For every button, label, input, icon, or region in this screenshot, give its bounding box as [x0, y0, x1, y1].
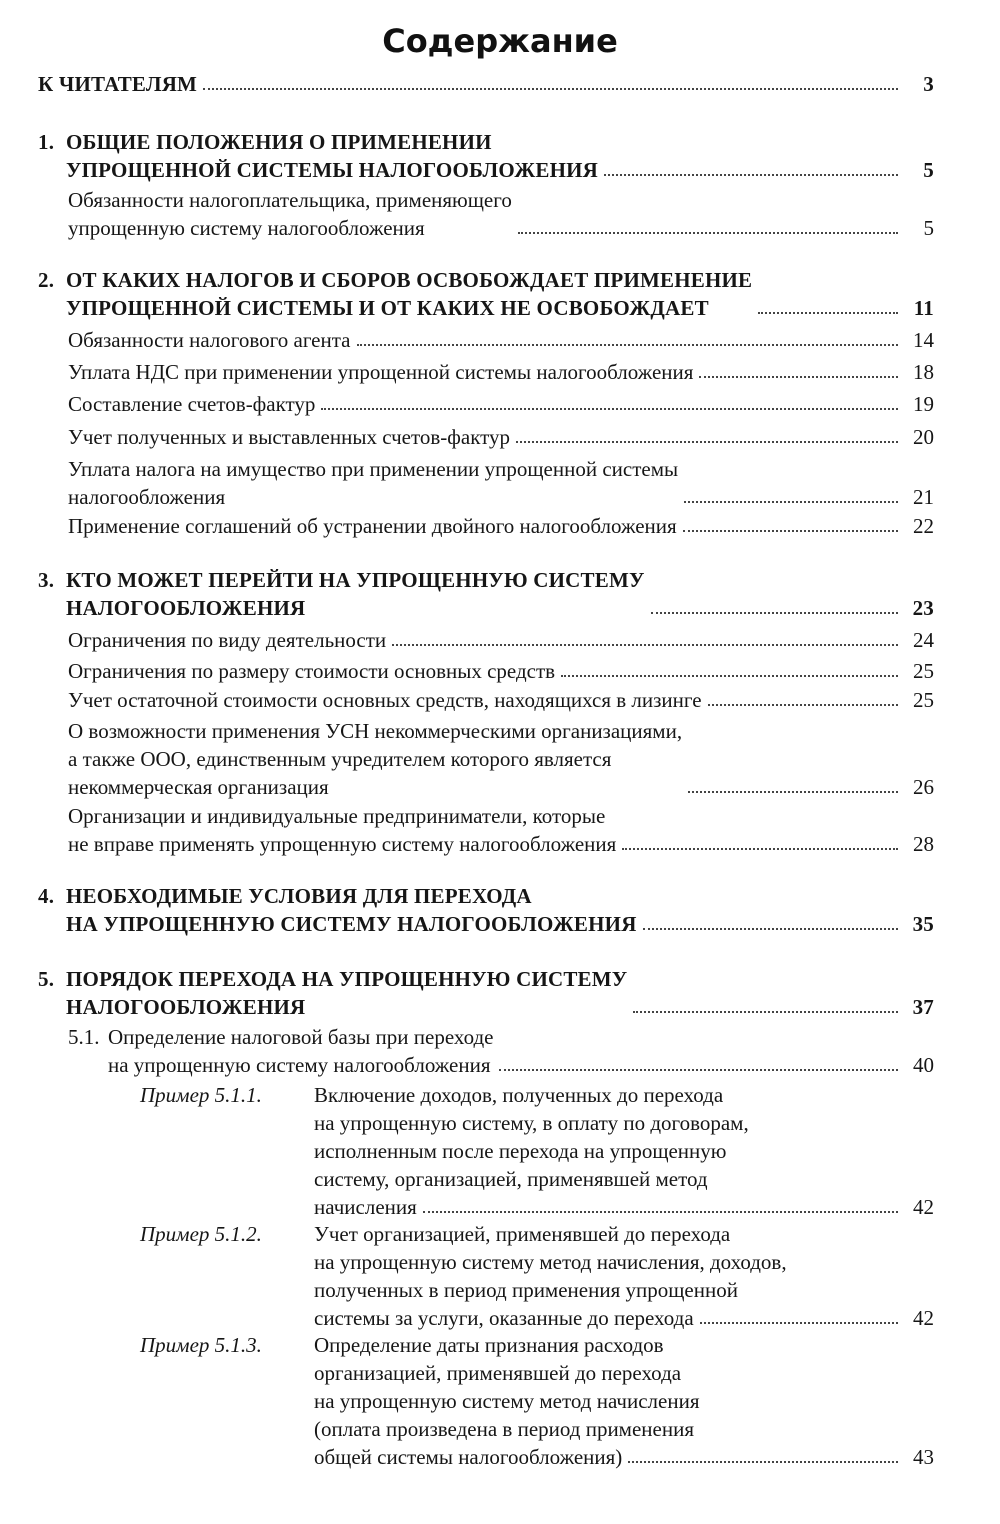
toc-section[interactable]: [68, 358, 934, 386]
page-number: 5: [923, 158, 934, 182]
page-number: 43: [913, 1445, 934, 1469]
page-number: 5: [923, 216, 934, 240]
example-tag: Пример 5.1.2.: [140, 1222, 262, 1246]
entry-label: К ЧИТАТЕЛЯМ: [38, 72, 198, 96]
subsection-title-line: Определение налоговой базы при переходе: [108, 1025, 494, 1049]
subsection-title-line: на упрощенную систему налогообложения: [108, 1053, 491, 1077]
dot-leader: [561, 675, 898, 677]
page-number: 19: [913, 392, 934, 416]
section-title-line: Организации и индивидуальные предприниматели, которые: [68, 804, 606, 828]
dot-leader: [628, 1461, 898, 1463]
page-number: 42: [913, 1195, 934, 1219]
toc-section[interactable]: [68, 186, 934, 242]
chapter-title-line: НЕОБХОДИМЫЕ УСЛОВИЯ ДЛЯ ПЕРЕХОДА: [66, 884, 532, 908]
dot-leader: [699, 376, 898, 378]
toc-chapter-5[interactable]: [38, 965, 934, 1021]
dot-leader: [604, 174, 898, 176]
section-title: Уплата НДС при применении упрощенной системы налогообложения: [68, 360, 694, 384]
example-title-line: Учет организацией, применявшей до перехода: [314, 1222, 731, 1246]
dot-leader: [633, 1011, 898, 1013]
section-title: Применение соглашений об устранении двойного налогообложения: [68, 514, 677, 538]
example-title-line: полученных в период применения упрощенной: [314, 1278, 738, 1302]
chapter-title-line: НАЛОГООБЛОЖЕНИЯ: [66, 995, 306, 1019]
section-title-line: упрощенную систему налогообложения: [68, 216, 425, 240]
toc-section[interactable]: [68, 717, 934, 801]
section-title: Составление счетов-фактур: [68, 392, 316, 416]
section-title-line: налогообложения: [68, 485, 226, 509]
dot-leader: [651, 612, 898, 614]
dot-leader: [683, 530, 898, 532]
toc-section[interactable]: [68, 390, 934, 418]
toc-chapter-1[interactable]: [38, 128, 934, 184]
toc-section[interactable]: [68, 626, 934, 654]
dot-leader: [688, 791, 898, 793]
example-title-line: начисления: [314, 1195, 417, 1219]
dot-leader: [758, 312, 898, 314]
example-title-line: систему, организацией, применявшей метод: [314, 1167, 708, 1191]
page-number: 35: [912, 912, 934, 936]
chapter-number: 1.: [38, 130, 55, 154]
dot-leader: [622, 848, 898, 850]
section-title: Ограничения по размеру стоимости основных средств: [68, 659, 556, 683]
example-title-line: Определение даты признания расходов: [314, 1333, 664, 1357]
example-tag: Пример 5.1.3.: [140, 1333, 262, 1357]
toc-section[interactable]: [68, 455, 934, 511]
chapter-title-line: НАЛОГООБЛОЖЕНИЯ: [66, 596, 306, 620]
example-title-line: организацией, применявшей до перехода: [314, 1361, 682, 1385]
page-number: 22: [913, 514, 934, 538]
toc-chapter-2[interactable]: [38, 266, 934, 322]
section-title: Обязанности налогового агента: [68, 328, 351, 352]
chapter-title-line: УПРОЩЕННОЙ СИСТЕМЫ И ОТ КАКИХ НЕ ОСВОБОЖДАЕТ: [66, 296, 709, 320]
chapter-number: 2.: [38, 268, 55, 292]
page-number: 26: [913, 775, 934, 799]
example-title-line: общей системы налогообложения): [314, 1445, 623, 1469]
section-title-line: Уплата налога на имущество при применении упрощенной системы: [68, 457, 679, 481]
dot-leader: [357, 344, 899, 346]
example-title-line: на упрощенную систему, в оплату по договорам,: [314, 1111, 749, 1135]
page-number: 21: [913, 485, 934, 509]
dot-leader: [321, 408, 898, 410]
toc-chapter-4[interactable]: [38, 882, 934, 938]
toc-section[interactable]: [68, 686, 934, 714]
toc-section[interactable]: [68, 326, 934, 354]
chapter-number: 4.: [38, 884, 55, 908]
example-title-line: системы за услуги, оказанные до перехода: [314, 1306, 694, 1330]
toc-section[interactable]: [68, 802, 934, 858]
page-number: 25: [913, 688, 934, 712]
dot-leader: [423, 1211, 898, 1213]
chapter-title-line: ОБЩИЕ ПОЛОЖЕНИЯ О ПРИМЕНЕНИИ: [66, 130, 492, 154]
page-number: 18: [913, 360, 934, 384]
page-number: 40: [913, 1053, 934, 1077]
toc-subsection-5-1[interactable]: [68, 1023, 934, 1079]
toc-example-5-1-2[interactable]: [140, 1220, 934, 1332]
page-number: 25: [913, 659, 934, 683]
page-number: 14: [913, 328, 934, 352]
example-title-line: исполненным после перехода на упрощенную: [314, 1139, 727, 1163]
chapter-title-line: ОТ КАКИХ НАЛОГОВ И СБОРОВ ОСВОБОЖДАЕТ ПРИМЕНЕНИЕ: [66, 268, 753, 292]
dot-leader: [708, 704, 898, 706]
toc-entry-reader[interactable]: [38, 70, 934, 98]
dot-leader: [518, 232, 898, 234]
dot-leader: [684, 501, 898, 503]
toc-chapter-3[interactable]: [38, 566, 934, 622]
dot-leader: [499, 1069, 898, 1071]
page-number: 11: [913, 296, 934, 320]
section-title: Учет остаточной стоимости основных средств, находящихся в лизинге: [68, 688, 702, 712]
dot-leader: [392, 644, 898, 646]
dot-leader: [203, 88, 898, 90]
chapter-number: 3.: [38, 568, 55, 592]
dot-leader: [516, 441, 898, 443]
page-number: 42: [913, 1306, 934, 1330]
toc-example-5-1-1[interactable]: [140, 1081, 934, 1221]
section-title: Учет полученных и выставленных счетов-фактур: [68, 425, 511, 449]
dot-leader: [700, 1322, 898, 1324]
section-title-line: а также ООО, единственным учредителем которого является: [68, 747, 612, 771]
dot-leader: [643, 928, 898, 930]
toc-example-5-1-3[interactable]: [140, 1331, 934, 1471]
chapter-title-line: НА УПРОЩЕННУЮ СИСТЕМУ НАЛОГООБЛОЖЕНИЯ: [66, 912, 637, 936]
chapter-title-line: УПРОЩЕННОЙ СИСТЕМЫ НАЛОГООБЛОЖЕНИЯ: [66, 158, 599, 182]
page-number: 37: [912, 995, 934, 1019]
example-title-line: (оплата произведена в период применения: [314, 1417, 694, 1441]
page-number: 24: [913, 628, 934, 652]
chapter-title-line: ПОРЯДОК ПЕРЕХОДА НА УПРОЩЕННУЮ СИСТЕМУ: [66, 967, 628, 991]
example-title-line: на упрощенную систему метод начисления, доходов,: [314, 1250, 787, 1274]
toc-section[interactable]: [68, 657, 934, 685]
section-title-line: не вправе применять упрощенную систему налогообложения: [68, 832, 617, 856]
example-title-line: на упрощенную систему метод начисления: [314, 1389, 700, 1413]
section-title-line: Обязанности налогоплательщика, применяющего: [68, 188, 512, 212]
page-number: 23: [912, 596, 934, 620]
page-number: 3: [923, 72, 934, 96]
chapter-title-line: КТО МОЖЕТ ПЕРЕЙТИ НА УПРОЩЕННУЮ СИСТЕМУ: [66, 568, 645, 592]
section-title-line: О возможности применения УСН некоммерческими организациями,: [68, 719, 683, 743]
page-number: 20: [913, 425, 934, 449]
section-title: Ограничения по виду деятельности: [68, 628, 387, 652]
page-number: 28: [913, 832, 934, 856]
example-title-line: Включение доходов, полученных до перехода: [314, 1083, 724, 1107]
chapter-number: 5.: [38, 967, 55, 991]
toc-section[interactable]: [68, 423, 934, 451]
page-title: Содержание: [382, 22, 618, 60]
toc-section[interactable]: [68, 512, 934, 540]
section-title-line: некоммерческая организация: [68, 775, 329, 799]
subsection-number: 5.1.: [68, 1025, 100, 1049]
example-tag: Пример 5.1.1.: [140, 1083, 262, 1107]
